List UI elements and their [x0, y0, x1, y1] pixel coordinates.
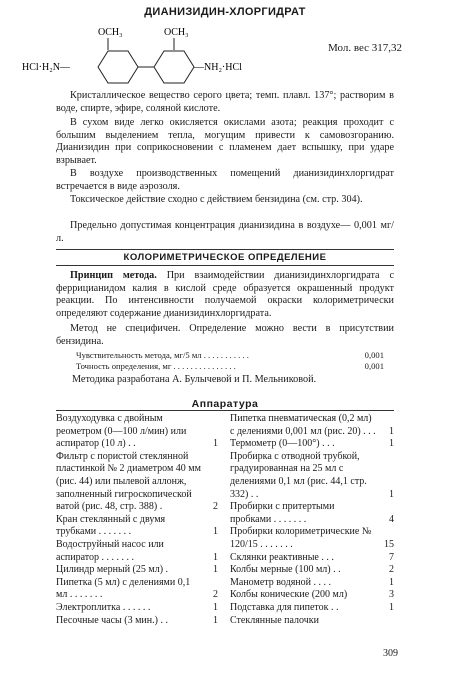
- list-item: Пробирки колориметрические № 120/15 . . . . . . . 15: [230, 526, 394, 550]
- paragraph-toxicity: Токсическое действие сходно с действием бензидина (см. стр. 304).: [70, 194, 363, 205]
- sensitivity-row: [76, 350, 384, 360]
- list-item: Фильтр с пористой стеклянной пластинкой № 2 диаметром 40 мм (рис. 44) или пылевой аллонж, заполненный гигроскопической ватой (рис. 48, стр. 388) . 2: [56, 450, 218, 513]
- accuracy-label: Точность определения, мг . . . . . . . . . . . . . . .: [76, 361, 236, 371]
- list-item: Склянки реактивные . . . 7: [230, 551, 394, 563]
- accuracy-value: 0,001: [364, 361, 384, 371]
- formula-och3-left: OCH₃: [98, 27, 123, 38]
- molecular-weight: Мол. вес 317,32: [327, 42, 402, 54]
- paragraph-aerosol: В воздухе производственных помещений дианизидинхлоргидрат встречается в виде аэрозоля.: [56, 168, 394, 192]
- principle-lead: Принцип метода.: [70, 270, 157, 281]
- sensitivity-label: Чувствительность метода, мг/5 мл . . . . . . . . . . .: [76, 350, 249, 360]
- list-item: Колбы мерные (100 мл) . . 2: [230, 564, 394, 576]
- formula-right-group: —NH₂·HCl: [194, 62, 242, 73]
- list-item: Электроплитка . . . . . . 1: [56, 601, 218, 613]
- paragraph-principle: [56, 270, 394, 320]
- list-item: Термометр (0—100°) . . . 1: [230, 438, 394, 450]
- formula-left-group: HCl·H₂N—: [22, 62, 70, 73]
- apparatus-right-list: [230, 413, 394, 627]
- apparatus-left-list: [56, 413, 218, 627]
- list-item: Манометр водяной . . . . 1: [230, 576, 394, 588]
- page-number: 309: [383, 648, 398, 659]
- list-item: Подставка для пипеток . . 1: [230, 601, 394, 613]
- list-item: Пипетка (5 мл) с делениями 0,1 мл . . . . . . . 2: [56, 576, 218, 601]
- divider: [56, 249, 394, 250]
- sensitivity-value: 0,001: [364, 350, 384, 360]
- list-item: Кран стеклянный с двумя трубками . . . . . . . 1: [56, 513, 218, 538]
- list-item: Стеклянные палочки: [230, 614, 320, 626]
- paragraph-mac: Предельно допустимая концентрация дианизидина в воздухе— 0,001 мг/л.: [56, 220, 394, 244]
- principle-text: При взаимодействии дианизидинхлоргидрата с феррицианидом калия в кислой среде образуется окрашенный продукт реакции. По интенсивности получаемой окраски колориметрически определяют содержание дианизидинхлоргидрата.: [56, 270, 394, 319]
- section-heading-colorimetric: КОЛОРИМЕТРИЧЕСКОЕ ОПРЕДЕЛЕНИЕ: [123, 252, 327, 263]
- list-item: Пипетка пневматическая (0,2 мл) с делениями 0,001 мл (рис. 20) . . . 1: [230, 413, 394, 437]
- list-item: Пробирки с притертыми пробками . . . . . . . 4: [230, 501, 394, 525]
- list-item: Водоструйный насос или аспиратор . . . . . . . 1: [56, 538, 218, 563]
- page-title: ДИАНИЗИДИН-ХЛОРГИДРАТ: [144, 6, 306, 18]
- accuracy-row: [76, 361, 384, 371]
- paragraph-oxidation: В сухом виде легко окисляется окислами азота; реакция проходит с большим выделением тепла, могущим привести к самовозгоранию. Дианизидин при соприкосновении с пламенем дает вспышку, при ударе взрывает.: [56, 117, 394, 166]
- list-item: Колбы конические (200 мл) 3: [230, 589, 394, 601]
- list-item: Песочные часы (3 мин.) . . 1: [56, 614, 218, 626]
- formula-och3-right: OCH₃: [164, 27, 189, 38]
- structural-formula: [22, 24, 282, 84]
- paragraph-specificity: Метод не специфичен. Определение можно вести в присутствии бензидина.: [56, 323, 394, 347]
- list-item: Воздуходувка с двойным реометром (0—100 л/мин) или аспиратор (10 л) . . 1: [56, 413, 218, 450]
- divider: [56, 265, 394, 266]
- section-heading-apparatus: Аппаратура: [191, 398, 259, 410]
- divider: [56, 410, 394, 411]
- paragraph-properties: Кристаллическое вещество серого цвета; темп. плавл. 137°; растворим в воде, спирте, эфире, соляной кислоте.: [56, 90, 394, 114]
- list-item: Пробирка с отводной трубкой, градуированная на 25 мл с делениями 0,1 мл (рис. 44,1 стр. 332) . . 1: [230, 450, 394, 500]
- list-item: Цилиндр мерный (25 мл) . 1: [56, 564, 218, 576]
- method-author: Методика разработана А. Булычевой и П. Мельниковой.: [72, 374, 317, 385]
